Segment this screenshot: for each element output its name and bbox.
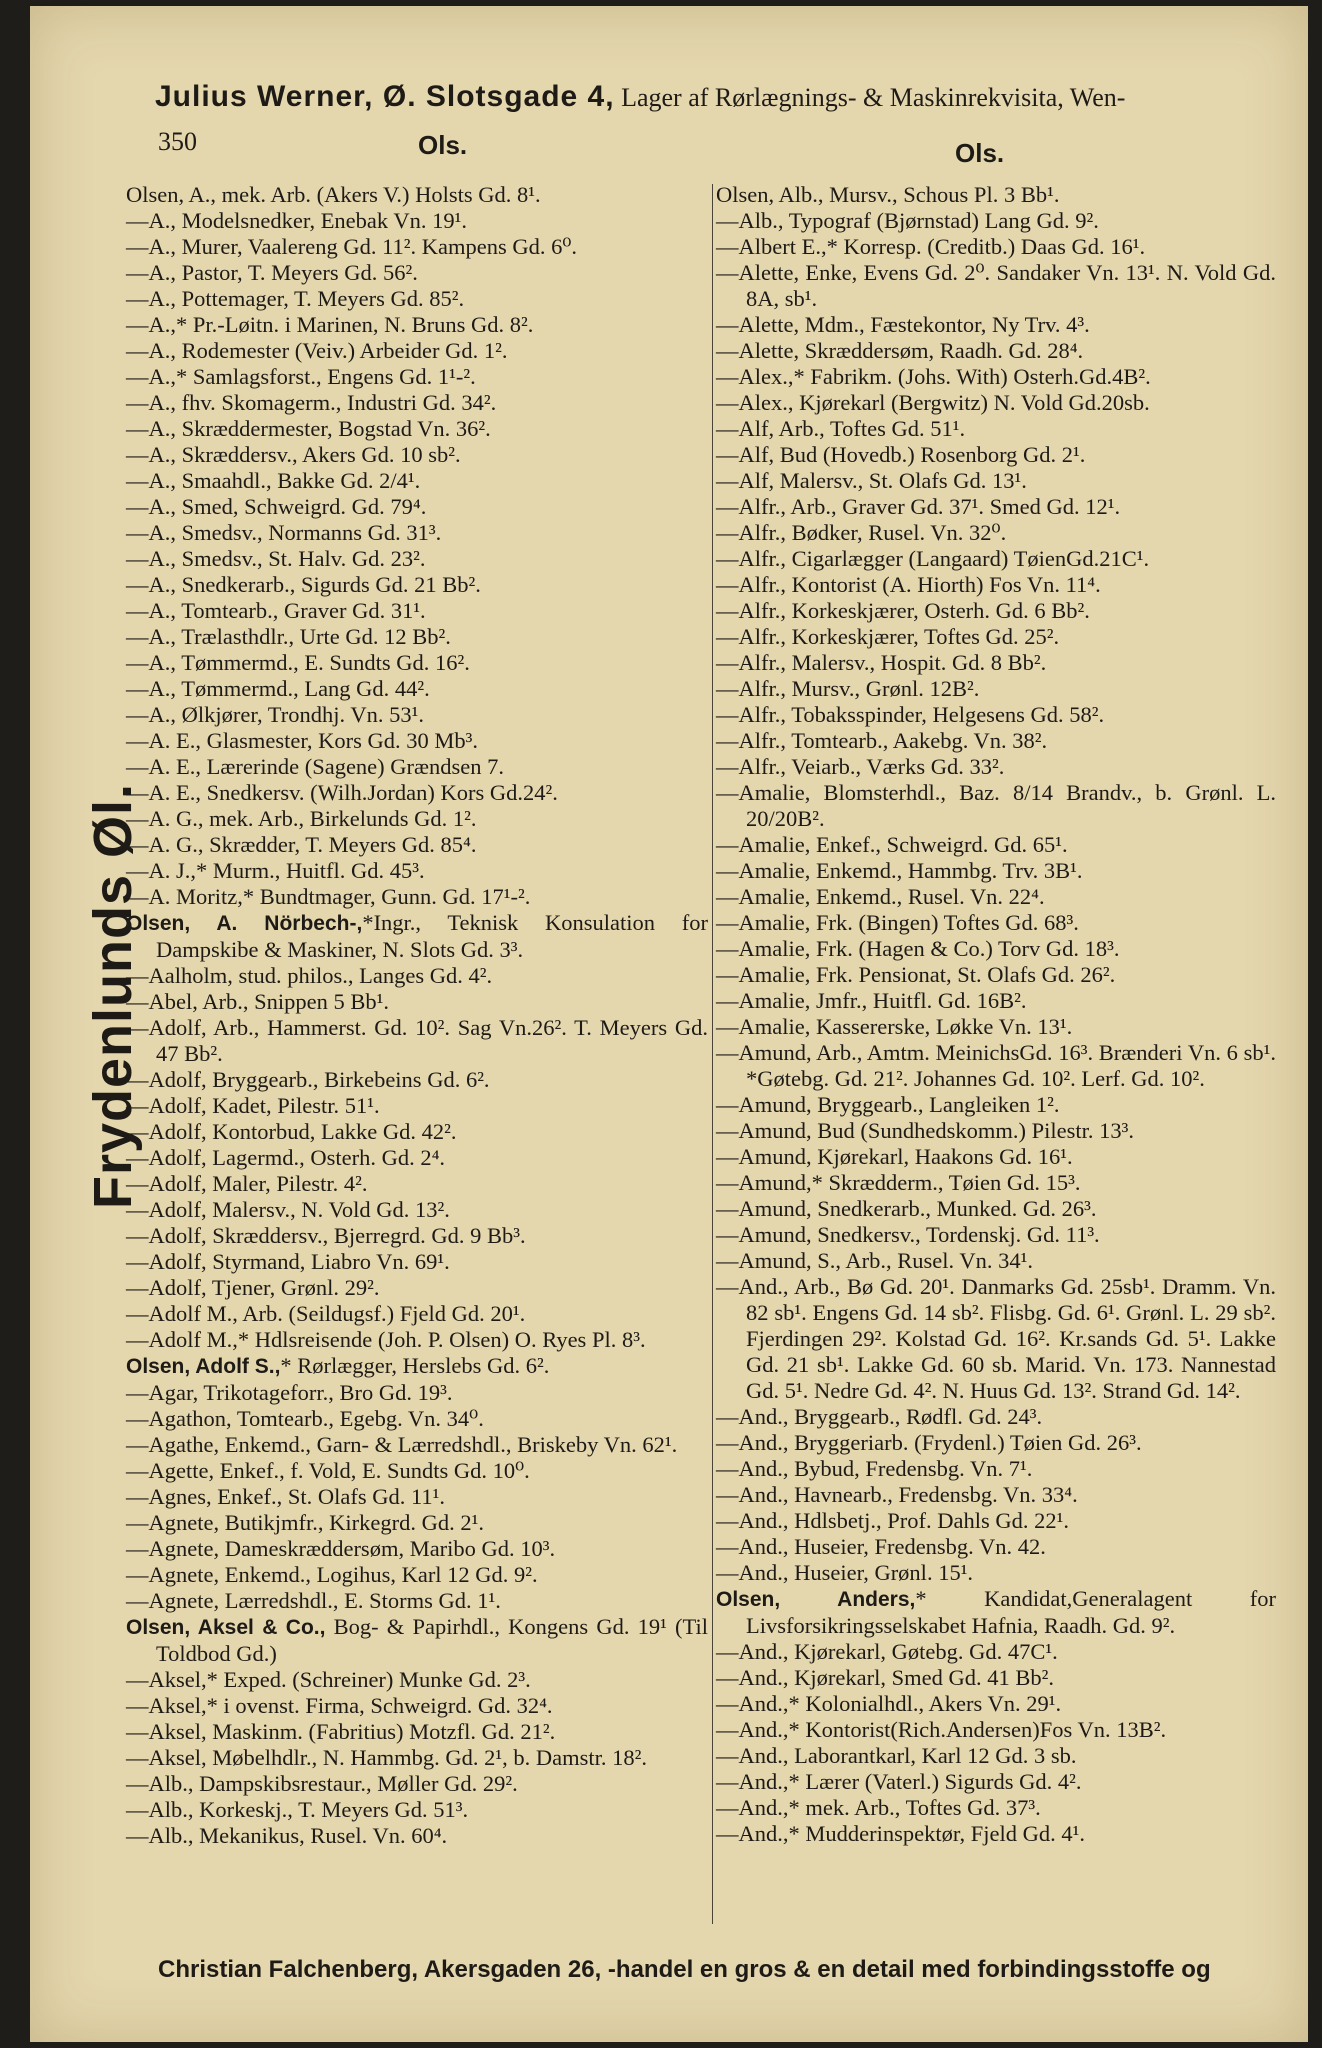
directory-entry: —Adolf M., Arb. (Seildugsf.) Fjeld Gd. 20¹. bbox=[126, 1301, 526, 1326]
directory-entry: —A. G., Skrædder, T. Meyers Gd. 85⁴. bbox=[126, 832, 477, 857]
column-divider bbox=[712, 184, 713, 1924]
directory-entry: —Alfr., Tobaksspinder, Helgesens Gd. 58². bbox=[716, 702, 1105, 727]
directory-entry: —Alette, Skræddersøm, Raadh. Gd. 28⁴. bbox=[716, 338, 1084, 363]
directory-entry: —Aksel, Maskinm. (Fabritius) Motzfl. Gd. 21². bbox=[126, 1719, 556, 1744]
directory-entry: —Amund, S., Arb., Rusel. Vn. 34¹. bbox=[716, 1248, 1033, 1273]
directory-entry: —Adolf, Kadet, Pilestr. 51¹. bbox=[126, 1093, 380, 1118]
directory-entry: —Amalie, Frk. Pensionat, St. Olafs Gd. 26². bbox=[716, 962, 1116, 987]
directory-entry: —A., Smaahdl., Bakke Gd. 2/4¹. bbox=[126, 468, 421, 493]
directory-entry: —A., Skræddersv., Akers Gd. 10 sb². bbox=[126, 442, 461, 467]
directory-entry: —Alfr., Korkeskjærer, Toftes Gd. 25². bbox=[716, 624, 1060, 649]
directory-entry: —And., Kjørekarl, Smed Gd. 41 Bb². bbox=[716, 1665, 1054, 1690]
directory-entry: —And.,* Lærer (Vaterl.) Sigurds Gd. 4². bbox=[716, 1769, 1082, 1794]
directory-entry: —Adolf M.,* Hdlsreisende (Joh. P. Olsen) O. Ryes Pl. 8³. bbox=[126, 1327, 646, 1352]
header-advertiser: Julius Werner, Ø. Slotsgade 4, bbox=[155, 80, 615, 113]
directory-entry: —A., Tømmermd., Lang Gd. 44². bbox=[126, 676, 430, 701]
directory-entry: —Alfr., Korkeskjærer, Osterh. Gd. 6 Bb². bbox=[716, 598, 1090, 623]
directory-entry: —Aksel,* i ovenst. Firma, Schweigrd. Gd. 32⁴. bbox=[126, 1693, 553, 1718]
directory-entry: —Alfr., Malersv., Hospit. Gd. 8 Bb². bbox=[716, 650, 1047, 675]
directory-entry: —And.,* Kolonialhdl., Akers Vn. 29¹. bbox=[716, 1691, 1062, 1716]
directory-entry: —Amalie, Enkef., Schweigrd. Gd. 65¹. bbox=[716, 832, 1068, 857]
directory-entry: —A., Murer, Vaalereng Gd. 11². Kampens Gd. 6⁰. bbox=[126, 234, 578, 259]
directory-entry: —Alex., Kjørekarl (Bergwitz) N. Vold Gd.20sb. bbox=[716, 390, 1150, 415]
directory-entry: —A., Snedkerarb., Sigurds Gd. 21 Bb². bbox=[126, 572, 481, 597]
directory-entry: —A. G., mek. Arb., Birkelunds Gd. 1². bbox=[126, 806, 477, 831]
directory-entry: —Aalholm, stud. philos., Langes Gd. 4². bbox=[126, 963, 493, 988]
directory-entry: Olsen, Aksel & Co., Bog- & Papirhdl., Kongens Gd. 19¹ (Til Toldbod Gd.) bbox=[126, 1614, 709, 1666]
directory-entry: —Aksel, Møbelhdlr., N. Hammbg. Gd. 2¹, b. Damstr. 18². bbox=[126, 1745, 647, 1770]
directory-entry: —Alb., Typograf (Bjørnstad) Lang Gd. 9². bbox=[716, 208, 1099, 233]
directory-entry: —Agette, Enkef., f. Vold, E. Sundts Gd. 10⁰. bbox=[126, 1458, 530, 1483]
directory-entry: —Alb., Dampskibsrestaur., Møller Gd. 29². bbox=[126, 1771, 518, 1796]
directory-entry: —Amund, Snedkerarb., Munked. Gd. 26³. bbox=[716, 1196, 1097, 1221]
directory-entry: —Agnes, Enkef., St. Olafs Gd. 11¹. bbox=[126, 1484, 445, 1509]
directory-entry: —Alfr., Kontorist (A. Hiorth) Fos Vn. 11⁴. bbox=[716, 572, 1101, 597]
entry-name-bold: Olsen, Adolf S., bbox=[126, 1355, 281, 1378]
directory-entry: —Alfr., Cigarlægger (Langaard) TøienGd.21C¹. bbox=[716, 546, 1150, 571]
directory-entry: —Alfr., Tomtearb., Aakebg. Vn. 38². bbox=[716, 728, 1048, 753]
page-number: 350 bbox=[158, 127, 197, 156]
directory-entry: —Alf, Arb., Toftes Gd. 51¹. bbox=[716, 416, 966, 441]
directory-entry: Olsen, Adolf S.,* Rørlægger, Herslebs Gd. 6². bbox=[126, 1353, 550, 1378]
directory-entry: —Alb., Korkeskj., T. Meyers Gd. 51³. bbox=[126, 1797, 469, 1822]
directory-entry: —Agnete, Enkemd., Logihus, Karl 12 Gd. 9². bbox=[126, 1562, 538, 1587]
directory-entry: —And.,* Mudderinspektør, Fjeld Gd. 4¹. bbox=[716, 1821, 1085, 1846]
directory-entry: —And., Bryggearb., Rødfl. Gd. 24³. bbox=[716, 1404, 1043, 1429]
directory-entry: —And.,* Kontorist(Rich.Andersen)Fos Vn. 13B². bbox=[716, 1717, 1167, 1742]
directory-entry: —A., Pottemager, T. Meyers Gd. 85². bbox=[126, 286, 465, 311]
directory-entry: —Alf, Malersv., St. Olafs Gd. 13¹. bbox=[716, 468, 1027, 493]
directory-entry: —And.,* mek. Arb., Toftes Gd. 37³. bbox=[716, 1795, 1041, 1820]
directory-page bbox=[30, 6, 1308, 2042]
directory-entry: —Alex.,* Fabrikm. (Johs. With) Osterh.Gd.4B². bbox=[716, 364, 1151, 389]
directory-entry: —Amalie, Enkemd., Rusel. Vn. 22⁴. bbox=[716, 884, 1045, 909]
directory-entry: —Amalie, Frk. (Bingen) Toftes Gd. 68³. bbox=[716, 910, 1079, 935]
directory-entry: —Agathon, Tomtearb., Egebg. Vn. 34⁰. bbox=[126, 1406, 484, 1431]
directory-entry: —And., Laborantkarl, Karl 12 Gd. 3 sb. bbox=[716, 1743, 1077, 1768]
directory-entry: —A., fhv. Skomagerm., Industri Gd. 34². bbox=[126, 390, 497, 415]
directory-entry: —Amund, Bryggearb., Langleiken 1². bbox=[716, 1092, 1060, 1117]
directory-entry: —A., Pastor, T. Meyers Gd. 56². bbox=[126, 260, 418, 285]
directory-entry: —And., Huseier, Grønl. 15¹. bbox=[716, 1560, 974, 1585]
sidebar-advertisement-text: Frydenlunds Øl. bbox=[83, 782, 143, 1210]
directory-entry: Olsen, A. Nörbech-,*Ingr., Teknisk Konsulation for Dampskibe & Maskiner, N. Slots Gd. 3³. bbox=[126, 910, 708, 962]
entry-name-bold: Olsen, Aksel & Co., bbox=[126, 1616, 326, 1639]
advertisement-header bbox=[155, 78, 1275, 114]
directory-entry: —Amund,* Skrædderm., Tøien Gd. 15³. bbox=[716, 1170, 1081, 1195]
directory-entry: —Alette, Mdm., Fæstekontor, Ny Trv. 4³. bbox=[716, 312, 1090, 337]
advertisement-footer: Christian Falchenberg, Akersgaden 26, -handel en gros & en detail med forbindingsstoffe og bbox=[158, 1956, 1211, 1983]
directory-entry: —Amund, Snedkersv., Tordenskj. Gd. 11³. bbox=[716, 1222, 1100, 1247]
directory-entry: —Adolf, Kontorbud, Lakke Gd. 42². bbox=[126, 1119, 457, 1144]
directory-entry: —Adolf, Tjener, Grønl. 29². bbox=[126, 1275, 380, 1300]
directory-entry: —Amund, Kjørekarl, Haakons Gd. 16¹. bbox=[716, 1144, 1073, 1169]
right-column bbox=[716, 182, 1276, 1847]
directory-entry: —A., Tømmermd., E. Sundts Gd. 16². bbox=[126, 650, 470, 675]
directory-entry: —Adolf, Bryggearb., Birkebeins Gd. 6². bbox=[126, 1067, 490, 1092]
directory-entry: —Alf, Bud (Hovedb.) Rosenborg Gd. 2¹. bbox=[716, 442, 1086, 467]
directory-entry: —Adolf, Arb., Hammerst. Gd. 10². Sag Vn.26². T. Meyers Gd. 47 Bb². bbox=[126, 1015, 708, 1066]
directory-entry: —A., Ølkjører, Trondhj. Vn. 53¹. bbox=[126, 702, 424, 727]
directory-entry: Olsen, Alb., Mursv., Schous Pl. 3 Bb¹. bbox=[716, 182, 1060, 207]
directory-entry: Olsen, A., mek. Arb. (Akers V.) Holsts Gd. 8¹. bbox=[126, 182, 541, 207]
directory-entry: —A., Rodemester (Veiv.) Arbeider Gd. 1². bbox=[126, 338, 508, 363]
directory-entry: —Alette, Enke, Evens Gd. 2⁰. Sandaker Vn. 13¹. N. Vold Gd. 8A, sb¹. bbox=[716, 260, 1276, 311]
directory-entry: —A. E., Snedkersv. (Wilh.Jordan) Kors Gd.24². bbox=[126, 780, 558, 805]
directory-entry: —Alfr., Arb., Graver Gd. 37¹. Smed Gd. 12¹. bbox=[716, 494, 1121, 519]
entry-name-bold: Olsen, A. Nörbech-, bbox=[126, 912, 363, 935]
directory-entry: —Adolf, Skræddersv., Bjerregrd. Gd. 9 Bb³. bbox=[126, 1223, 526, 1248]
directory-entry: —A.,* Samlagsforst., Engens Gd. 1¹-². bbox=[126, 364, 476, 389]
directory-entry: —A.,* Pr.-Løitn. i Marinen, N. Bruns Gd. 8². bbox=[126, 312, 534, 337]
directory-entry: —Alfr., Veiarb., Værks Gd. 33². bbox=[716, 754, 1005, 779]
directory-entry: —Alfr., Mursv., Grønl. 12B². bbox=[716, 676, 980, 701]
entry-name-bold: Olsen, Anders, bbox=[716, 1588, 916, 1611]
directory-entry: —And., Kjørekarl, Gøtebg. Gd. 47C¹. bbox=[716, 1639, 1058, 1664]
directory-entry: —A. J.,* Murm., Huitfl. Gd. 45³. bbox=[126, 858, 425, 883]
directory-entry: —Amalie, Blomsterhdl., Baz. 8/14 Brandv., b. Grønl. L. 20/20B². bbox=[716, 780, 1276, 831]
directory-entry: —And., Huseier, Fredensbg. Vn. 42. bbox=[716, 1534, 1046, 1559]
directory-entry: —And., Hdlsbetj., Prof. Dahls Gd. 22¹. bbox=[716, 1508, 1069, 1533]
left-column-heading: Ols. bbox=[418, 130, 468, 160]
directory-entry: —Abel, Arb., Snippen 5 Bb¹. bbox=[126, 989, 389, 1014]
directory-entry: —Agathe, Enkemd., Garn- & Lærredshdl., Briskeby Vn. 62¹. bbox=[126, 1432, 678, 1457]
directory-entry: —Adolf, Styrmand, Liabro Vn. 69¹. bbox=[126, 1249, 450, 1274]
directory-entry: Olsen, Anders,* Kandidat,Generalagent for Livsforsikringsselskabet Hafnia, Raadh. Gd. 9². bbox=[716, 1586, 1277, 1638]
directory-entry: —A., Smedsv., St. Halv. Gd. 23². bbox=[126, 546, 426, 571]
directory-entry: —Adolf, Malersv., N. Vold Gd. 13². bbox=[126, 1197, 450, 1222]
directory-entry: —And., Havnearb., Fredensbg. Vn. 33⁴. bbox=[716, 1482, 1078, 1507]
directory-entry: —Amalie, Jmfr., Huitfl. Gd. 16B². bbox=[716, 988, 1027, 1013]
directory-entry: —Alfr., Bødker, Rusel. Vn. 32⁰. bbox=[716, 520, 1007, 545]
directory-entry: —A., Skræddermester, Bogstad Vn. 36². bbox=[126, 416, 491, 441]
directory-entry: —Agnete, Dameskræddersøm, Maribo Gd. 10³. bbox=[126, 1536, 556, 1561]
directory-entry: —A., Tomtearb., Graver Gd. 31¹. bbox=[126, 598, 426, 623]
directory-entry: —And., Bryggeriarb. (Frydenl.) Tøien Gd. 26³. bbox=[716, 1430, 1142, 1455]
directory-entry: —A., Trælasthdlr., Urte Gd. 12 Bb². bbox=[126, 624, 451, 649]
directory-entry: —A., Modelsnedker, Enebak Vn. 19¹. bbox=[126, 208, 467, 233]
directory-entry: —Amund, Bud (Sundhedskomm.) Pilestr. 13³. bbox=[716, 1118, 1135, 1143]
directory-entry: —Adolf, Maler, Pilestr. 4². bbox=[126, 1171, 368, 1196]
directory-entry: —Amalie, Frk. (Hagen & Co.) Torv Gd. 18³. bbox=[716, 936, 1120, 961]
right-column-heading: Ols. bbox=[955, 138, 1005, 168]
directory-entry: —Agar, Trikotageforr., Bro Gd. 19³. bbox=[126, 1380, 453, 1405]
directory-entry: —A. E., Glasmester, Kors Gd. 30 Mb³. bbox=[126, 728, 479, 753]
header-advertisement-text: Lager af Rørlægnings- & Maskinrekvisita, Wen- bbox=[614, 83, 1126, 112]
directory-entry: —Amund, Arb., Amtm. MeinichsGd. 16³. Brænderi Vn. 6 sb¹. *Gøtebg. Gd. 21². Johannes Gd. 10². Lerf. Gd. 10². bbox=[716, 1040, 1276, 1091]
directory-entry: —Aksel,* Exped. (Schreiner) Munke Gd. 2³. bbox=[126, 1667, 531, 1692]
directory-entry: —A. E., Lærerinde (Sagene) Grændsen 7. bbox=[126, 754, 505, 779]
directory-entry: —And., Bybud, Fredensbg. Vn. 7¹. bbox=[716, 1456, 1033, 1481]
directory-entry: —A. Moritz,* Bundtmager, Gunn. Gd. 17¹-². bbox=[126, 884, 531, 909]
left-column bbox=[126, 182, 708, 1849]
directory-entry: —Agnete, Butikjmfr., Kirkegrd. Gd. 2¹. bbox=[126, 1510, 484, 1535]
directory-entry: —Agnete, Lærredshdl., E. Storms Gd. 1¹. bbox=[126, 1588, 501, 1613]
directory-entry: —Alb., Mekanikus, Rusel. Vn. 60⁴. bbox=[126, 1823, 448, 1848]
directory-entry: —Amalie, Enkemd., Hammbg. Trv. 3B¹. bbox=[716, 858, 1083, 883]
directory-entry: —A., Smedsv., Normanns Gd. 31³. bbox=[126, 520, 442, 545]
directory-entry: —Albert E.,* Korresp. (Creditb.) Daas Gd. 16¹. bbox=[716, 234, 1146, 259]
directory-entry: —Amalie, Kassererske, Løkke Vn. 13¹. bbox=[716, 1014, 1073, 1039]
directory-entry: —A., Smed, Schweigrd. Gd. 79⁴. bbox=[126, 494, 427, 519]
directory-entry: —Adolf, Lagermd., Osterh. Gd. 2⁴. bbox=[126, 1145, 446, 1170]
directory-entry: —And., Arb., Bø Gd. 20¹. Danmarks Gd. 25sb¹. Dramm. Vn. 82 sb¹. Engens Gd. 14 sb². Flisbg. Gd. 6¹. Grønl. L. 29 sb². Fjerdingen 29². Kolstad Gd. 16². Kr.sands Gd. 5¹. Lakke Gd. 21 sb¹. Lakke Gd. 60 sb. Marid. Vn. 173. Nannestad Gd. 5¹. Nedre Gd. 4². N. Huus Gd. 13². Strand Gd. 14². bbox=[716, 1274, 1276, 1403]
